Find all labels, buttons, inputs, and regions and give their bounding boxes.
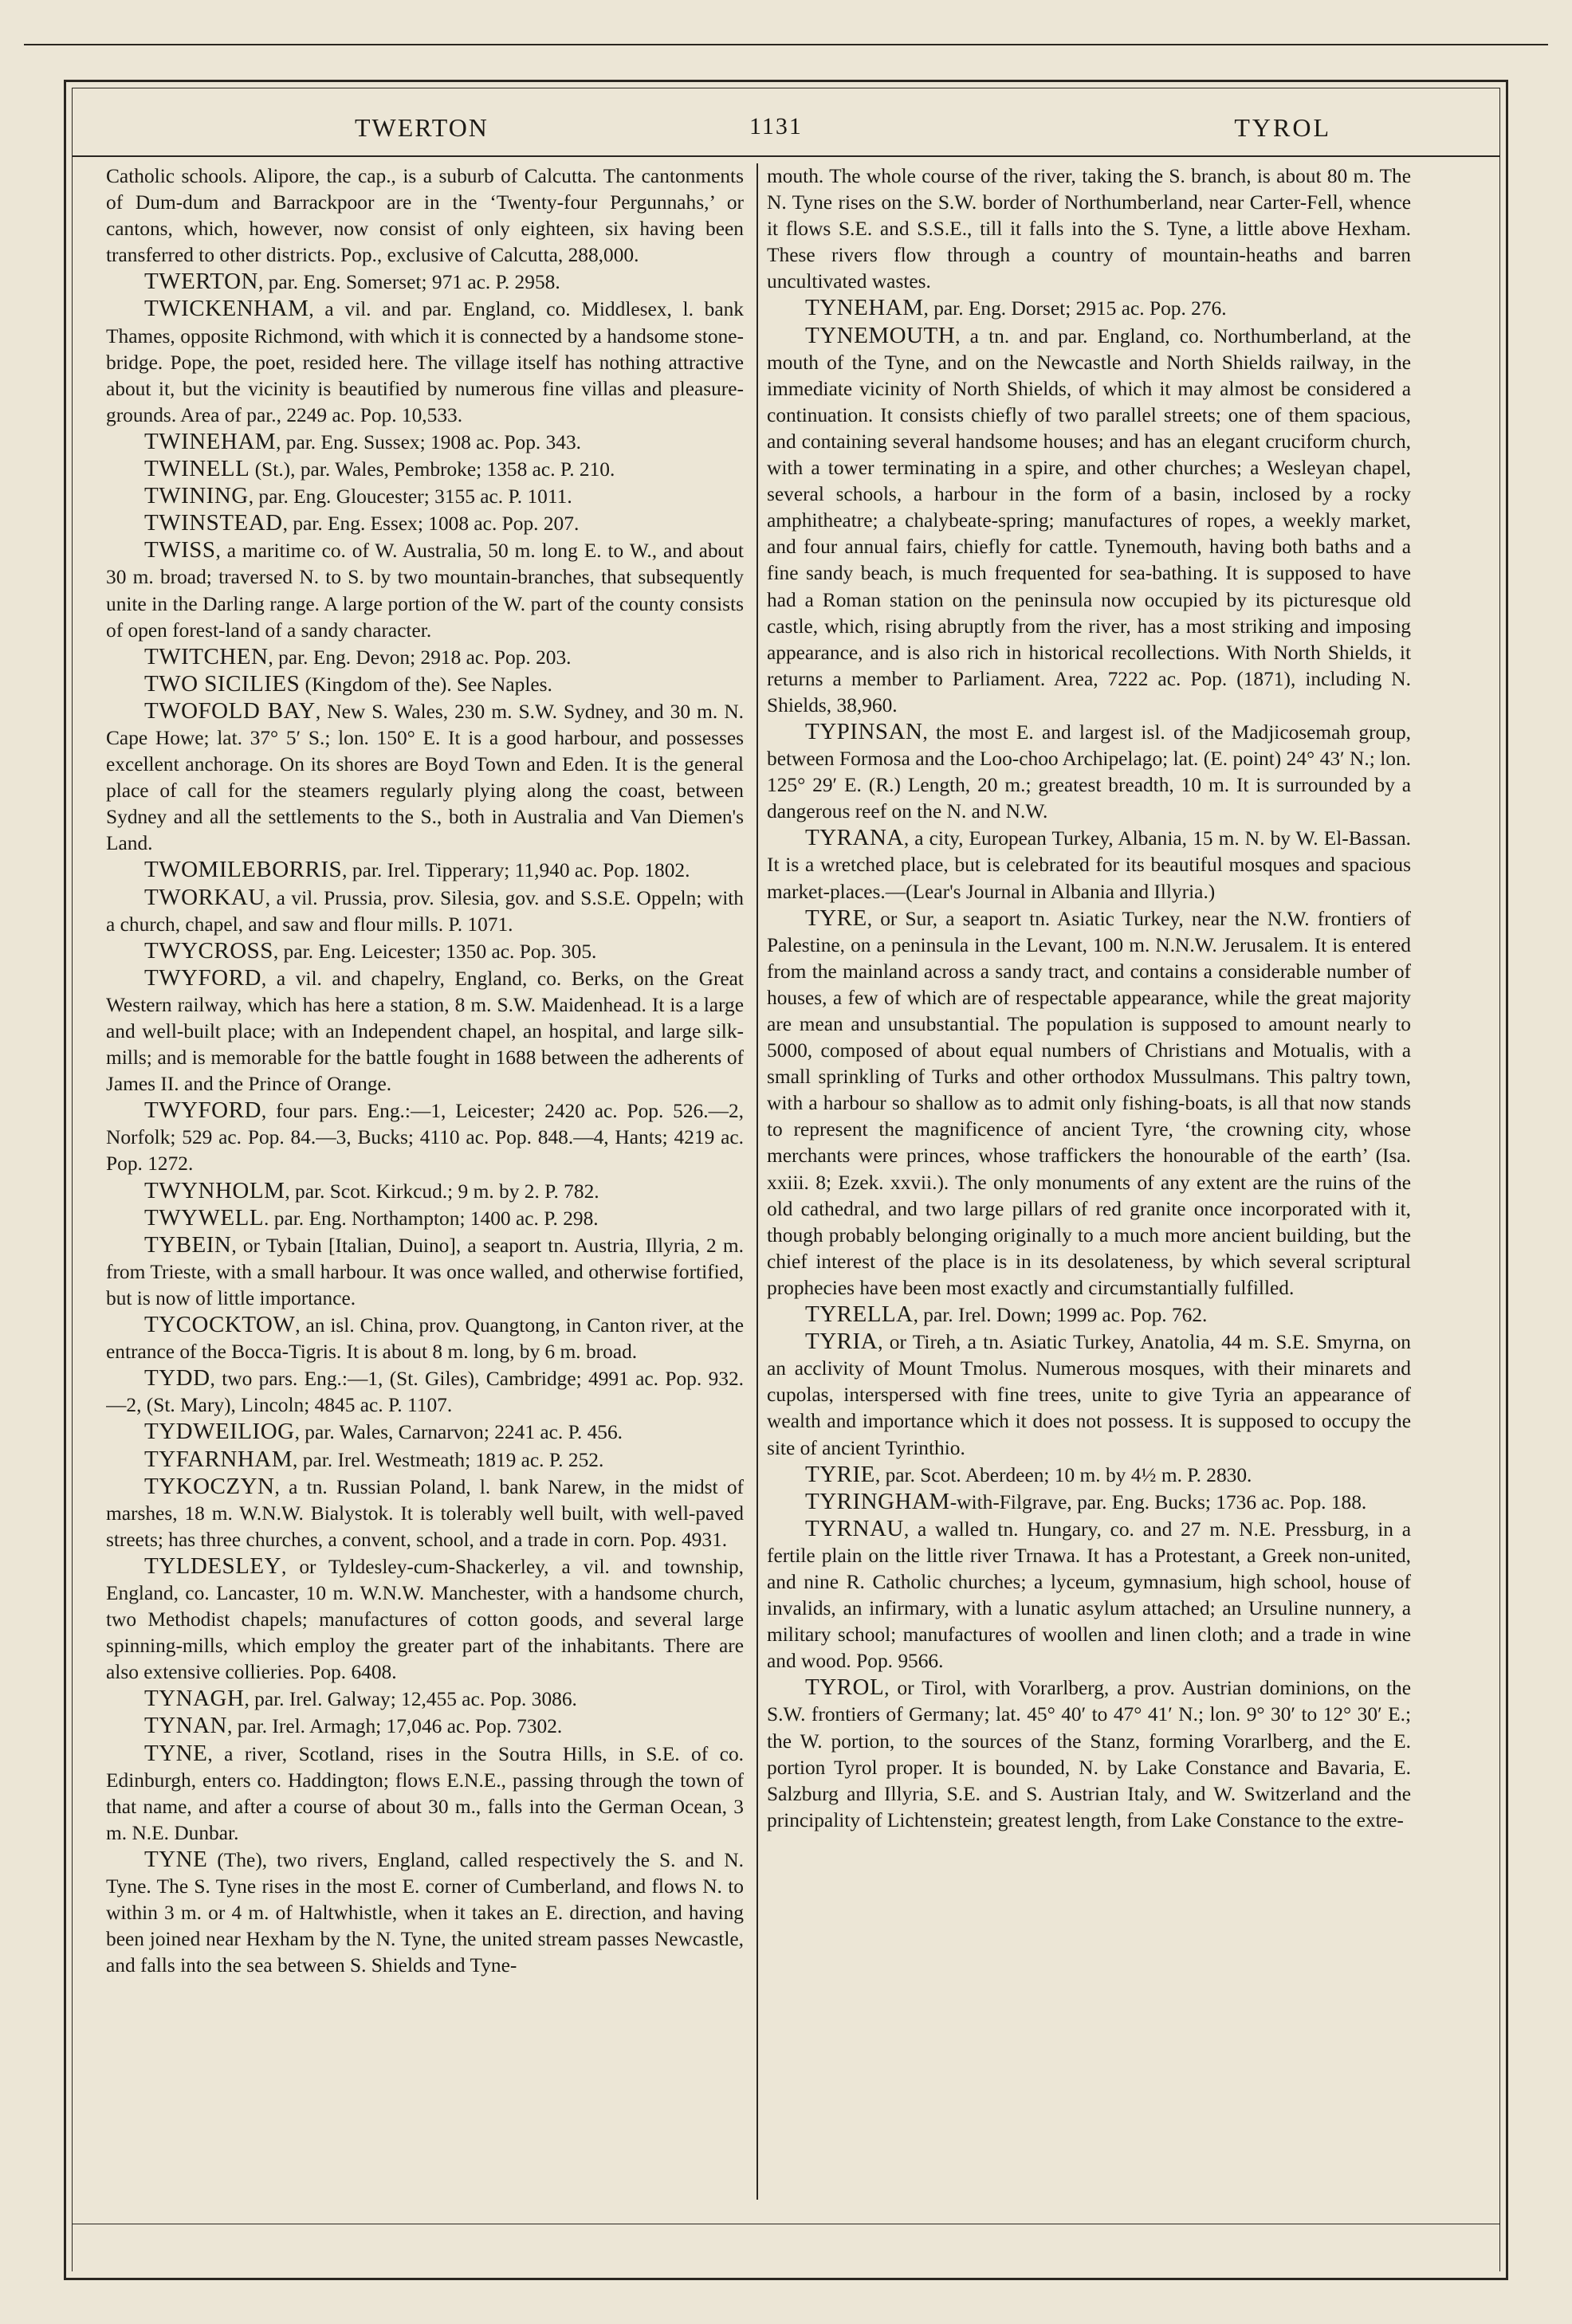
entry-headword: TWICKENHAM [144, 296, 309, 322]
entry-text: (St.), par. Wales, Pembroke; 1358 ac. P. 210. [250, 458, 615, 481]
entry-text: , a walled tn. Hungary, co. and 27 m. N.E. Pressburg, in a fertile plain on the little river Trnawa. It has a Protestant, a Greek non-united, and nine R. Catholic churches; a lyceum, gymnasium, high school, house of invalids, an infirmary, with a lunatic asylum attached; an Ursuline nunnery, a military school; manufactures of woollen and linen cloth; and a trade in wine and wood. Pop. 9566. [767, 1517, 1411, 1673]
entry-text: , four pars. Eng.:—1, Leicester; 2420 ac. Pop. 526.—2, Norfolk; 529 ac. Pop. 84.—3, Bucks; 4110 ac. Pop. 848.—4, Hants; 4219 ac. Pop. 1272. [106, 1100, 744, 1176]
entry-text: -with-Filgrave, par. Eng. Bucks; 1736 ac. Pop. 188. [949, 1490, 1367, 1513]
gazetteer-entry [767, 1516, 1411, 1675]
entry-text: Catholic schools. Alipore, the cap., is a suburb of Calcutta. The cantonments of Dum-dum and Barrackpoor are in the ‘Twenty-four Pergunnahs,’ or cantons, which, however, now consist of only eighteen, six having been transferred to other districts. Pop., exclusive of Calcutta, 288,000. [106, 165, 744, 267]
gazetteer-entry [767, 1301, 1411, 1329]
entry-text: , or Tyldesley-cum-Shackerley, a vil. and township, England, co. Lancaster, 10 m. W.N.W. Manchester, with a handsome church, two Methodist chapels; manufactures of cotton goods, and several large spinning-mills, which employ the greater part of the inhabitants. There are also extensive collieries. Pop. 6408. [106, 1555, 744, 1684]
entry-text: , par. Wales, Carnarvon; 2241 ac. P. 456. [294, 1421, 623, 1444]
entry-headword: TYRIA [805, 1329, 878, 1355]
entry-headword: TYFARNHAM [144, 1446, 293, 1472]
gazetteer-entry [106, 1686, 744, 1713]
gazetteer-entry [106, 644, 744, 671]
gazetteer-entry [106, 965, 744, 1097]
gazetteer-entry [106, 1232, 744, 1312]
entry-headword: TWYNHOLM [144, 1177, 285, 1203]
entry-headword: TWYCROSS [144, 937, 273, 964]
gazetteer-entry [106, 483, 744, 510]
entry-text: , a tn. Russian Poland, l. bank Narew, in the midst of marshes, 18 m. W.N.W. Bialystok. It is tolerably well built, with well-paved streets; has three churches, a convent, school, and a trade in corn. Pop. 4931. [106, 1475, 744, 1551]
frame-right [1506, 80, 1508, 2279]
entry-headword: TWYFORD [144, 964, 261, 991]
gazetteer-entry [106, 1741, 744, 1847]
gazetteer-entry [106, 1474, 744, 1553]
gazetteer-entry [106, 1205, 744, 1232]
gazetteer-entry [106, 1365, 744, 1419]
entry-text: , par. Eng. Sussex; 1908 ac. Pop. 343. [276, 430, 582, 453]
entry-headword: TWO SICILIES [144, 670, 301, 697]
header-underline [72, 155, 1500, 157]
entry-text: , New S. Wales, 230 m. S.W. Sydney, and 30 m. N. Cape Howe; lat. 37° 5′ S.; lon. 150° E. It is a good harbour, and possesses excellent anchorage. On its shores are Boyd Town and Eden. It is the general place of call for the steamers regularly plying along the coast, between Sydney and all the settlements to the S., both in Australia and Van Diemen's Land. [106, 700, 744, 855]
entry-headword: TWYFORD [144, 1097, 261, 1124]
entry-text: , a vil. and par. England, co. Middlesex, l. bank Thames, opposite Richmond, with which it is connected by a handsome stone-bridge. Pope, the poet, resided here. The village itself has nothing attractive about it, but the vicinity is beautified by numerous fine villas and pleasure-grounds. Area of par., 2249 ac. Pop. 10,533. [106, 298, 744, 426]
entry-text: , par. Irel. Down; 1999 ac. Pop. 762. [913, 1304, 1208, 1327]
gazetteer-entry [767, 1462, 1411, 1489]
entry-headword: TYRE [805, 905, 867, 931]
entry-text: , two pars. Eng.:—1, (St. Giles), Cambridge; 4991 ac. Pop. 932.—2, (St. Mary), Lincoln; 4845 ac. P. 1107. [106, 1368, 744, 1417]
left-column [106, 163, 744, 2204]
gazetteer-entry [106, 163, 744, 269]
entry-headword: TYNE [144, 1846, 208, 1872]
gazetteer-entry [106, 1097, 744, 1177]
entry-text: , par. Irel. Galway; 12,455 ac. Pop. 3086. [244, 1688, 577, 1711]
gazetteer-entry [767, 719, 1411, 825]
page-number: 1131 [749, 113, 803, 139]
entry-text: mouth. The whole course of the river, taking the S. branch, is about 80 m. The N. Tyne rises on the S.W. border of Northumberland, near Carter-Fell, whence it flows S.E. and S.S.E., till it falls into the S. Tyne, a little above Hexham. These rivers flow through a country of mountain-heaths and barren uncultivated wastes. [767, 165, 1411, 293]
gazetteer-entry [767, 905, 1411, 1301]
frame-inner-bottom-2 [64, 2278, 1508, 2280]
entry-text: , a river, Scotland, rises in the Soutra Hills, in S.E. of co. Edinburgh, enters co. Haddington; flows E.N.E., passing through the town of that name, and after a course of about 30 m., falls into the German Ocean, 3 m. N.E. Dunbar. [106, 1742, 744, 1844]
frame-left-2 [72, 88, 73, 2271]
entry-text: , par. Eng. Devon; 2918 ac. Pop. 203. [268, 646, 572, 669]
entry-text: , or Tybain [Italian, Duino], a seaport tn. Austria, Illyria, 2 m. from Trieste, with a small harbour. It was once walled, and otherwise fortified, but is now of little importance. [106, 1234, 744, 1309]
entry-text: , par. Eng. Essex; 1008 ac. Pop. 207. [282, 512, 580, 536]
frame-left [64, 80, 66, 2279]
entry-headword: TYPINSAN [805, 718, 923, 744]
gazetteer-entry [767, 1489, 1411, 1516]
gazetteer-entry [106, 885, 744, 938]
entry-text: , par. Eng. Somerset; 971 ac. P. 2958. [257, 271, 560, 294]
entry-headword: TYRINGHAM [805, 1488, 950, 1514]
gazetteer-entry [106, 1847, 744, 1979]
running-header [80, 113, 1491, 153]
entry-text: , or Sur, a seaport tn. Asiatic Turkey, near the N.W. frontiers of Palestine, on a peninsula in the Levant, 100 m. N.N.W. Jerusalem. It is entered from the mainland across a sandy tract, and contains a considerable number of houses, a few of which are of respectable appearance, while the great majority are mean and unsubstantial. The population is supposed to amount nearly to 5000, composed of about equal numbers of Christians and Motualis, with a small sprinkling of Turks and other orthodox Mussulmans. This paltry town, with a harbour so shallow as to admit only fishing-boats, is all that now stands to represent the magnificence of ancient Tyre, ‘the crowning city, whose merchants were princes, whose traffickers the honourable of the earth’ (Isa. xxiii. 8; Ezek. xxvii.). The only monuments of any extent are the ruins of the old cathedral, and two large pillars of red granite once incorporated with it, though probably belonging originally to a much more ancient building, but the chief interest of the place is in its desolateness, by which several scriptural prophecies have been most exactly and circumstantially fulfilled. [767, 907, 1411, 1299]
gazetteer-entry [106, 296, 744, 428]
gazetteer-entry [106, 537, 744, 643]
entry-headword: TYNAN [144, 1713, 227, 1739]
gazetteer-entry [106, 1713, 744, 1740]
gazetteer-entry [106, 1178, 744, 1205]
column-divider [757, 163, 758, 2200]
entry-text: , par. Eng. Leicester; 1350 ac. Pop. 305. [273, 940, 597, 963]
frame-right-2 [1499, 88, 1500, 2271]
gazetteer-entry [767, 1329, 1411, 1461]
entry-text: (Kingdom of the). See Naples. [300, 673, 552, 696]
entry-text: , par. Irel. Tipperary; 11,940 ac. Pop. 1802. [342, 859, 690, 882]
entry-text: , par. Irel. Westmeath; 1819 ac. P. 252. [293, 1448, 604, 1471]
gazetteer-entry [767, 825, 1411, 905]
entry-text: , par. Eng. Gloucester; 3155 ac. P. 1011. [248, 485, 572, 508]
entry-headword: TYNE [144, 1740, 208, 1766]
gazetteer-entry [106, 698, 744, 858]
entry-headword: TWINING [144, 483, 249, 509]
gazetteer-entry [767, 163, 1411, 295]
entry-headword: TWINELL [144, 456, 250, 482]
gazetteer-entry [767, 1674, 1411, 1834]
entry-text: , the most E. and largest isl. of the Madjicosemah group, between Formosa and the Loo-choo Archipelago; lat. (E. point) 24° 43′ N.; lon. 125° 29′ E. (R.) Length, 20 m.; greatest breadth, 10 m. It is surrounded by a dangerous reef on the N. and N.W. [767, 720, 1411, 823]
gazetteer-entry [106, 429, 744, 456]
entry-headword: TWITCHEN [144, 643, 269, 669]
entry-headword: TYRELLA [805, 1301, 914, 1328]
entry-text: , a vil. and chapelry, England, co. Berks, on the Great Western railway, which has here a station, 8 m. S.W. Maidenhead. It is a large and well-built place; with an Independent chapel, an hospital, and large silk-mills; and is memorable for the battle fought in 1688 between the adherents of James II. and the Prince of Orange. [106, 967, 744, 1096]
entry-headword: TWISS [144, 537, 216, 563]
entry-text: . par. Eng. Northampton; 1400 ac. P. 298. [264, 1207, 599, 1230]
entry-text: , or Tireh, a tn. Asiatic Turkey, Anatolia, 44 m. S.E. Smyrna, on an acclivity of Mount Tmolus. Numerous mosques, with their minarets and cupolas, interspersed with fine trees, unite to give Tyria an appearance of wealth and importance which it does not possess. It is supposed to occupy the site of ancient Tyrinthio. [767, 1331, 1411, 1459]
gazetteer-entry [106, 510, 744, 537]
entry-text: , a tn. and par. England, co. Northumberland, at the mouth of the Tyne, and on the Newcastle and North Shields railway, in the immediate vicinity of North Shields, of which it may almost be considered a continuation. It consists chiefly of two parallel streets; one of them spacious, and containing several handsome houses; and has an elegant cruciform church, with a tower terminating in a spire, and other churches; a Wesleyan chapel, several schools, a harbour in the form of a basin, inclosed by a rocky amphitheatre; a chalybeate-spring; manufactures of ropes, a weekly market, and four annual fairs, chiefly for cattle. Tynemouth, having both baths and a fine sandy beach, is much frequented for sea-bathing. It is supposed to have had a Roman station on the peninsula now occupied by its picturesque old castle, which, rising abruptly from the river, has a most striking and imposing appearance, and is also rich in historical recollections. With North Shields, it returns a member to Parliament. Area, 7222 ac. Pop. (1871), including N. Shields, 38,960. [767, 324, 1411, 716]
entry-text: , par. Scot. Aberdeen; 10 m. by 4½ m. P. 2830. [874, 1463, 1252, 1486]
entry-text: , par. Irel. Armagh; 17,046 ac. Pop. 7302. [227, 1715, 563, 1738]
gazetteer-entry [106, 1419, 744, 1446]
gazetteer-entry [106, 1553, 744, 1686]
gazetteer-entry [106, 1312, 744, 1365]
gazetteer-entry [106, 269, 744, 296]
entry-headword: TWINSTEAD [144, 510, 283, 536]
entry-headword: TYBEIN [144, 1231, 232, 1258]
entry-headword: TYNEMOUTH [805, 322, 956, 348]
entry-headword: TYDD [144, 1365, 210, 1392]
gazetteer-entry [106, 671, 744, 698]
entry-text: , a city, European Turkey, Albania, 15 m. N. by W. El-Bassan. It is a wretched place, but is celebrated for its beautiful mosques and spacious market-places.—(Lear's Journal in Albania and Illyria.) [767, 827, 1411, 903]
entry-headword: TYROL [805, 1674, 885, 1701]
entry-text: , an isl. China, prov. Quangtong, in Canton river, at the entrance of the Bocca-Tigris. It is about 8 m. long, by 6 m. broad. [106, 1314, 744, 1364]
entry-headword: TYRIE [805, 1461, 875, 1487]
gazetteer-entry [106, 456, 744, 483]
entry-text: , a vil. Prussia, prov. Silesia, gov. and S.S.E. Oppeln; with a church, chapel, and saw and flour mills. P. 1071. [106, 886, 744, 936]
entry-headword: TWERTON [144, 269, 258, 295]
frame-outer-top [24, 44, 1548, 45]
entry-headword: TYNEHAM [805, 295, 924, 321]
header-right-word: TYROL [1234, 113, 1331, 142]
right-column [767, 163, 1411, 2204]
gazetteer-entry [106, 1447, 744, 1474]
entry-text: , or Tirol, with Vorarlberg, a prov. Austrian dominions, on the S.W. frontiers of Germany; lat. 45° 40′ to 47° 41′ N.; lon. 9° 30′ to 12° 30′ E.; the W. portion, to the sources of the Stanz, forming Vorarlberg, and the E. portion Tyrol proper. It is bounded, N. by Lake Constance and Bavaria, E. Salzburg and Illyria, S.E. and S. Austrian Italy, and W. Switzerland and the principality of Lichtenstein; greatest length, from Lake Constance to the extre- [767, 1677, 1411, 1831]
entry-headword: TYKOCZYN [144, 1473, 275, 1499]
entry-text: , par. Scot. Kirkcud.; 9 m. by 2. P. 782. [285, 1180, 599, 1203]
entry-headword: TYRNAU [805, 1515, 904, 1541]
gazetteer-entry [767, 295, 1411, 322]
entry-headword: TWOFOLD BAY [144, 697, 316, 724]
gazetteer-entry [106, 938, 744, 965]
entry-text: (The), two rivers, England, called respectively the S. and N. Tyne. The S. Tyne rises in the most E. corner of Cumberland, and flows N. to within 3 m. or 4 m. of Haltwhistle, when it takes an E. direction, and having been joined near Hexham by the N. Tyne, the united stream passes Newcastle, and falls into the sea between S. Shields and Tyne- [106, 1848, 744, 1977]
entry-headword: TYLDESLEY [144, 1553, 282, 1579]
header-left-word: TWERTON [355, 113, 489, 142]
entry-headword: TWOMILEBORRIS [144, 857, 343, 883]
entry-headword: TYNAGH [144, 1686, 245, 1712]
entry-text: , par. Eng. Dorset; 2915 ac. Pop. 276. [923, 297, 1227, 320]
entry-headword: TWINEHAM [144, 428, 277, 454]
entry-headword: TYCOCKTOW [144, 1312, 296, 1338]
entry-headword: TYDWEILIOG [144, 1419, 295, 1445]
entry-headword: TWORKAU [144, 884, 265, 910]
entry-text: , a maritime co. of W. Australia, 50 m. long E. to W., and about 30 m. broad; traversed N. to S. by two mountain-branches, that subsequently unite in the Darling range. A large portion of the W. part of the county consists of open forest-land of a sandy character. [106, 540, 744, 642]
gazetteer-entry [106, 857, 744, 884]
entry-headword: TYRANA [805, 825, 904, 851]
entry-headword: TWYWELL [144, 1204, 265, 1231]
frame-inner-top [64, 80, 1508, 82]
gazetteer-entry [767, 323, 1411, 719]
